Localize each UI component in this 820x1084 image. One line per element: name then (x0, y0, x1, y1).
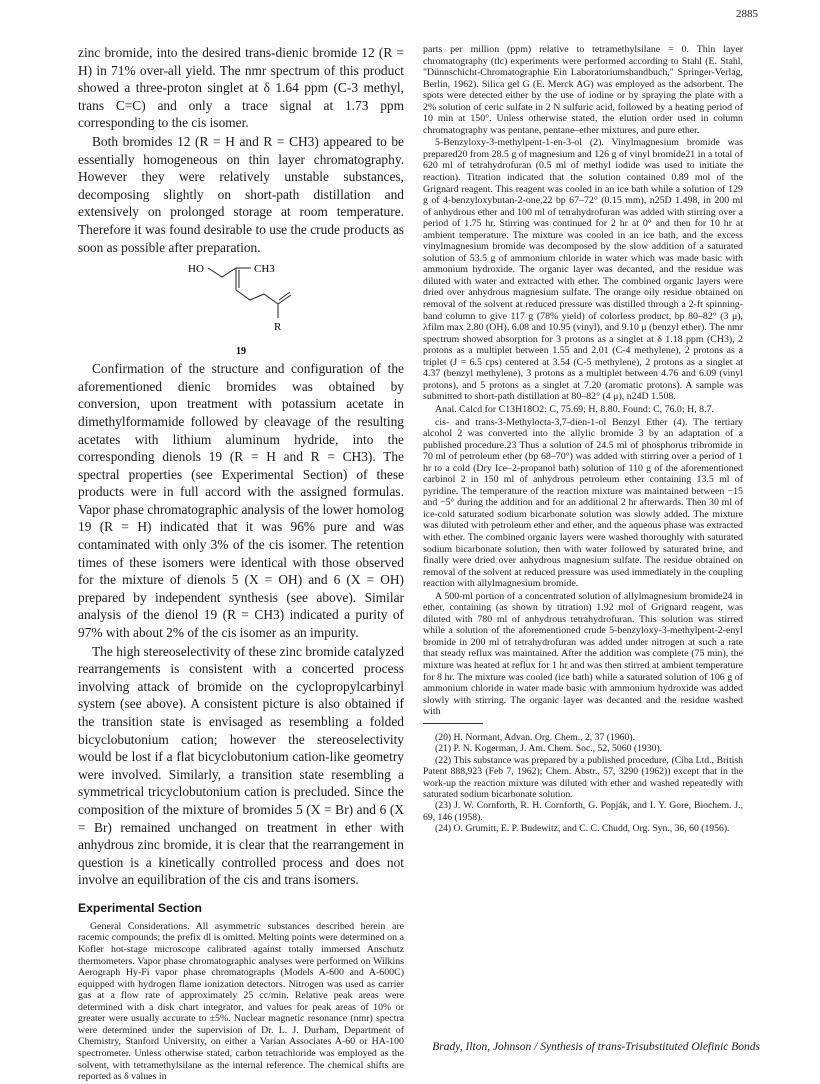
reference: (23) J. W. Cornforth, R. H. Cornforth, G. Popják, and I. Y. Gore, Biochem. J., 69, 146 (1958). (423, 800, 743, 823)
paragraph: zinc bromide, into the desired trans-dienic bromide 12 (R = H) in 71% over-all yield. The nmr spectrum of this product showed a three-proton singlet at δ 1.64 ppm (C-3 methyl, trans C=C) and only a trace signal at 1.73 ppm corresponding to the cis isomer. (78, 45, 404, 131)
reference: (22) This substance was prepared by a published procedure, (Ciba Ltd., British Patent 888,923 (Feb 7, 1962); Chem. Abstr., 57, 3290 (1962)) except that in the work-up the reaction mixture was diluted with ether and washed repeatedly with saturated sodium bicarbonate solution. (423, 755, 743, 800)
structure-vinylidene-inner (279, 292, 290, 300)
paragraph: Anal. Calcd for C13H18O2: C, 75.69; H, 8.80. Found: C, 76.0; H, 8.7. (435, 403, 714, 415)
structure-r-label: R (274, 321, 282, 334)
reference: (24) O. Grumitt, E. P. Budewitz, and C. C. Chudd, Org. Syn., 36, 60 (1956). (435, 823, 730, 835)
paragraph: A 500-ml portion of a concentrated solution of allylmagnesium bromide24 in ether, containing (as shown by titration) 1.92 mol of Grignard reagent, was diluted with 780 ml of anhydrous tetrahydrofuran. This solution was stirred while a solution of the aforementioned crude 5-benzyloxy-3-methylpent-2-enyl bromide in 200 ml of tetrahydrofuran was added under nitrogen at such a rate that steady reflux was maintained. After the addition was complete (75 min), the mixture was heated at reflux for 1 hr and was then stirred at ambient temperature for 8 hr. The mixture was cooled (ice bath) while a saturated solution of 106 g of ammonium chloride in water made basic with ammonium hydroxide was added slowly with stirring. The organic layer was decanted and the residue washed with (423, 590, 743, 718)
paragraph: cis- and trans-3-Methylocta-3,7-dien-1-ol Benzyl Ether (4). The tertiary alcohol 2 was converted into the allylic bromide 3 by an adaptation of a published procedure.23 Thus a solution of 24.5 ml of phosphorus tribromide in 70 ml of petroleum ether (bp 68–70°) was added with stirring over a period of 1 hr to a cold (Dry Ice–2-propanol bath) solution of 110 g of the aforementioned carbinol 2 in 150 ml of anhydrous petroleum ether containing 13.5 ml of pyridine. The temperature of the reaction mixture was maintained between −15 and −5° during the addition and for an additional 2 hr afterwards. Then 30 ml of ice-cold saturated sodium bicarbonate solution was slowly added. The mixture was diluted with petroleum ether and ether, and the aqueous phase was extracted with ether. The combined organic layers were washed thoroughly with saturated sodium bicarbonate solution, then with water followed by saturated brine, and finally were dried over anhydrous magnesium sulfate. The residue obtained on removal of the solvent at reduced pressure was used immediately in the coupling reaction with allylmagnesium bromide. (423, 416, 743, 590)
page-number: 2885 (736, 8, 758, 20)
reference: (20) H. Normant, Advan. Org. Chem., 2, 37 (1960). (435, 731, 636, 743)
paragraph: The high stereoselectivity of these zinc bromide catalyzed rearrangements is consistent with a concerted process involving attack of bromide on the cyclopropylcarbinyl system (see above). A consistent picture is also obtained if the transition state is envisaged as resembling a folded bicyclobutonium cation; however the stereoselectivity would be lost if a flat bicyclobutonium cation-like geometry were involved. Similarly, a transition state resembling a symmetrical tricyclobutonium cation is precluded. Since the composition of the mixture of bromides 5 (X = Br) and 6 (X = Br) remained unchanged on treatment in ether with anhydrous zinc bromide, it is clear that the rearrangement in question is a kinetically controlled process and does not involve an equilibration of the cis and trans isomers. (78, 643, 404, 888)
paragraph: Confirmation of the structure and configuration of the aforementioned dienic bromides was obtained by conversion, upon treatment with potassium acetate in dimethylformamide followed by cleavage of the resulting acetates with lithium aluminum hydride, into the corresponding dienols 19 (R = H and R = CH3). The spectral properties (see Experimental Section) of these products were in full accord with the assigned formulas. Vapor phase chromatographic analysis of the lower homolog 19 (R = H) indicated that it was 96% pure and was contaminated with only 3% of the cis isomer. The retention times of these isomers were identical with those observed for the mixture of dienols 5 (X = OH) and 6 (X = OH) prepared by independent synthesis (see above). Similar analysis of the dienol 19 (R = CH3) indicated a purity of 97% with about 2% of the cis isomer as an impurity. (78, 361, 404, 641)
compound-number: 19 (236, 346, 246, 358)
chemical-structure-19 (166, 258, 316, 358)
paragraph: parts per million (ppm) relative to tetramethylsilane = 0. Thin layer chromatography (tlc) experiments were performed according to Stahl (E. Stahl, "Dünnschicht-Chromatographie Ein Laboratoriumshandbuch," Springer-Verlag, Berlin, 1962). Silica gel G (E. Merck AG) was employed as the adsorbent. The spots were detected either by the use of iodine or by spraying the plate with a 2% solution of ceric sulfate in 2 N sulfuric acid, followed by a heating period of 10 min at 150°. Unless otherwise stated, the elution order used in column chromatography was pentane, pentane–ether mixtures, and pure ether. (423, 44, 743, 136)
right-column (423, 44, 743, 835)
paragraph: Both bromides 12 (R = H and R = CH3) appeared to be essentially homogeneous on thin layer chromatography. However they were relatively unstable substances, decomposing slightly on short-path distillation and extensively on prolonged storage at room temperature. Therefore it was found desirable to use the crude products as soon as possible after preparation. (78, 133, 404, 255)
structure-chain (236, 290, 278, 304)
paragraph: 5-Benzyloxy-3-methylpent-1-en-3-ol (2). Vinylmagnesium bromide was prepared20 from 28.5 g of magnesium and 126 g of vinyl bromide21 in a total of 620 ml of tetrahydrofuran (0.5 ml of methyl iodide was used to initiate the reaction). Titration indicated that the solution contained 0.89 mol of the Grignard reagent. This reagent was cooled in an ice bath while a solution of 129 g of 4-benzyloxybutan-2-one,22 bp 67–72° (0.15 mm), n25D 1.498, in 200 ml of anhydrous ether and 100 ml of tetrahydrofuran was added with stirring over a period of 1.75 hr. Stirring was continued for 2 hr at 0° and then for 10 hr at ambient temperature. The mixture was cooled in an ice bath, and the excess vinylmagnesium bromide was decomposed by the slow addition of a saturated solution of 53.5 g of ammonium chloride in water which was made basic with ammonium hydroxide. The organic layer was decanted, and the residue was diluted with water and extracted with ether. The combined organic layers were dried over anhydrous magnesium sulfate. The orange oily residue obtained on removal of the solvent at reduced pressure was distilled through a 2-ft spinning-band column to give 117 g (78% yield) of colorless product, bp 80–82° (3 μ), λfilm max 2.80 (OH), 6.08 and 10.95 (vinyl), and 9.10 μ (benzyl ether). The nmr spectrum showed absorption for 3 protons as a singlet at δ 1.18 ppm (CH3), 2 protons as a multiplet between 1.55 and 2.01 (C-4 methylene), 2 protons as a triplet (J = 6.5 cps) centered at 3.54 (C-5 methylene), 2 protons as a singlet at 4.37 (benzyl methylene), 3 protons as a multiplet between 4.76 and 6.09 (vinyl protons), and 5 protons as a singlet at 7.20 (aromatic protons). A sample was submitted to short-path distillation at 80–82° (4 μ), n24D 1.508. (423, 137, 743, 403)
structure-ch3-label: CH3 (254, 263, 275, 276)
left-column (78, 44, 404, 1084)
reference: (21) P. N. Kogerman, J. Am. Chem. Soc., 52, 5060 (1930). (435, 743, 663, 755)
experimental-block (78, 921, 404, 1083)
references (423, 732, 743, 835)
running-footer: Brady, Ilton, Johnson / Synthesis of trans-Trisubstituted Olefinic Bonds (432, 1041, 760, 1053)
section-heading: Experimental Section (78, 900, 202, 915)
structure-bonds (208, 268, 251, 277)
footnote-divider (423, 723, 483, 724)
structure-ho-label: HO (188, 263, 204, 276)
paragraph: General Considerations. All asymmetric substances described herein are racemic compounds; the prefix dl is omitted. Melting points were determined on a Kofler hot-stage microscope calibrated against totally immersed Anschutz thermometers. Vapor phase chromatographic analyses were performed on Wilkins Aerograph Hy-Fi vapor phase chromatographs (Models A-600 and A-600C) equipped with hydrogen flame ionization detectors. Nitrogen was used as carrier gas at a flow rate of approximately 25 cc/min. Relative peak areas were determined with a disk chart integrator, and values for peak areas of 10% or greater were usually accurate to ±5%. Nuclear magnetic resonance (nmr) spectra were determined under the supervision of Dr. L. J. Durham, Department of Chemistry, Stanford University, on either a Varian Associates A-60 or HA-100 spectrometer. Unless otherwise stated, carbon tetrachloride was employed as the solvent, with tetramethylsilane as the internal reference. The chemical shifts are reported as δ values in (78, 920, 404, 1083)
